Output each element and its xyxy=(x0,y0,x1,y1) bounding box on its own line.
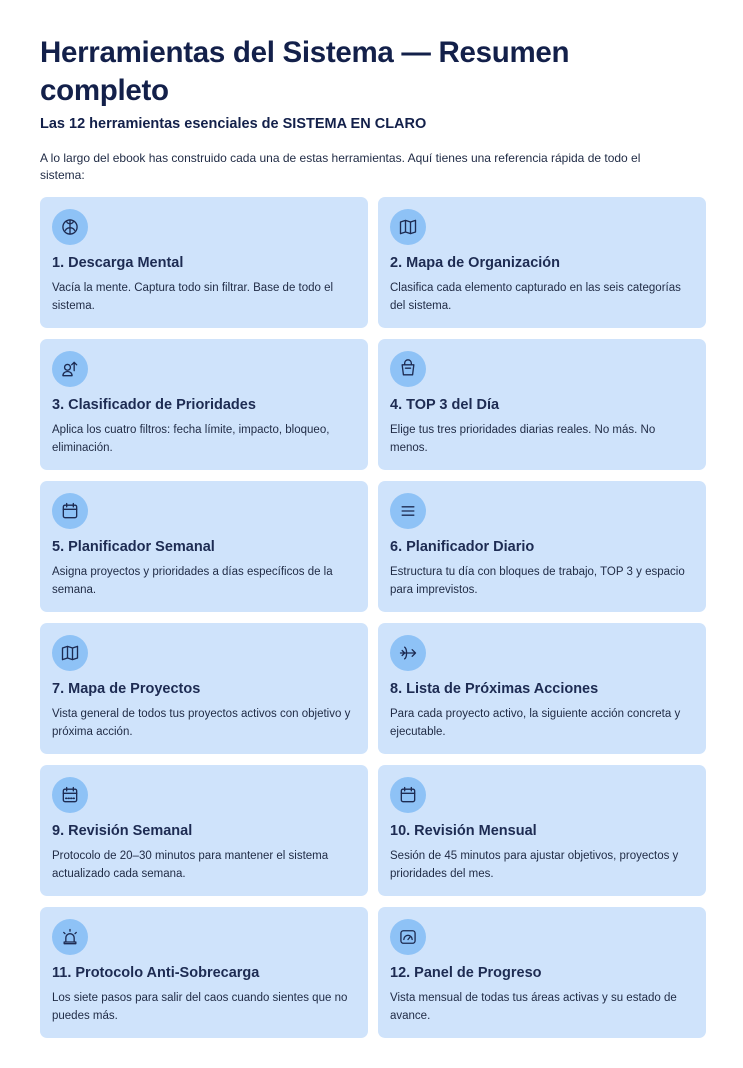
tool-description: Aplica los cuatro filtros: fecha límite, impacto, bloqueo, eliminación. xyxy=(52,424,330,454)
list-icon xyxy=(390,493,426,529)
alarm-icon xyxy=(52,919,88,955)
tool-title: 3. Clasificador de Prioridades xyxy=(52,397,256,413)
brain-icon xyxy=(52,209,88,245)
tool-title: 4. TOP 3 del Día xyxy=(390,397,500,413)
tool-description: Vista mensual de todas tus áreas activas y su estado de avance. xyxy=(390,992,677,1022)
tool-card xyxy=(40,197,368,328)
tool-title: 5. Planificador Semanal xyxy=(52,539,215,555)
tool-title: 10. Revisión Mensual xyxy=(390,823,537,839)
tool-title: 8. Lista de Próximas Acciones xyxy=(390,681,599,697)
tool-description: Estructura tu día con bloques de trabajo, TOP 3 y espacio para imprevistos. xyxy=(390,566,685,596)
page-title: Herramientas del Sistema — Resumen completo xyxy=(40,36,570,107)
tool-title: 2. Mapa de Organización xyxy=(390,255,561,271)
tool-card xyxy=(378,339,706,470)
tools-grid xyxy=(40,197,706,1038)
tool-card xyxy=(378,765,706,896)
map-icon xyxy=(52,635,88,671)
tool-title: 7. Mapa de Proyectos xyxy=(52,681,201,697)
tool-card xyxy=(378,623,706,754)
tool-description: Vacía la mente. Captura todo sin filtrar. Base de todo el sistema. xyxy=(52,282,334,312)
tool-title: 11. Protocolo Anti-Sobrecarga xyxy=(52,965,260,981)
user-priority-icon xyxy=(52,351,88,387)
arrow-target-icon xyxy=(390,635,426,671)
calendar-week-icon xyxy=(52,777,88,813)
map-icon xyxy=(390,209,426,245)
tool-card xyxy=(40,623,368,754)
tool-description: Elige tus tres prioridades diarias reales. No más. No menos. xyxy=(390,424,656,454)
tool-description: Protocolo de 20–30 minutos para mantener el sistema actualizado cada semana. xyxy=(52,850,329,880)
tool-card xyxy=(40,481,368,612)
calendar-icon xyxy=(52,493,88,529)
gauge-icon xyxy=(390,919,426,955)
tool-description: Vista general de todos tus proyectos activos con objetivo y próxima acción. xyxy=(52,708,351,738)
tool-card xyxy=(378,481,706,612)
calendar-icon xyxy=(390,777,426,813)
page-subtitle: Las 12 herramientas esenciales de SISTEMA EN CLARO xyxy=(40,116,427,132)
tool-description: Clasifica cada elemento capturado en las seis categorías del sistema. xyxy=(390,282,681,312)
trophy-icon xyxy=(390,351,426,387)
tool-description: Sesión de 45 minutos para ajustar objetivos, proyectos y prioridades del mes. xyxy=(390,850,679,880)
tool-card xyxy=(378,907,706,1038)
tool-description: Para cada proyecto activo, la siguiente acción concreta y ejecutable. xyxy=(390,708,681,738)
tool-title: 6. Planificador Diario xyxy=(390,539,535,555)
tool-title: 1. Descarga Mental xyxy=(52,255,184,271)
intro-paragraph: A lo largo del ebook has construido cada una de estas herramientas. Aquí tienes una referencia rápida de todo el sistema: xyxy=(40,151,641,182)
tool-title: 9. Revisión Semanal xyxy=(52,823,193,839)
tool-title: 12. Panel de Progreso xyxy=(390,965,542,981)
tool-card xyxy=(40,907,368,1038)
tool-description: Asigna proyectos y prioridades a días específicos de la semana. xyxy=(52,566,333,596)
tool-card xyxy=(40,765,368,896)
tool-description: Los siete pasos para salir del caos cuando sientes que no puedes más. xyxy=(52,992,348,1022)
tool-card xyxy=(40,339,368,470)
tool-card xyxy=(378,197,706,328)
